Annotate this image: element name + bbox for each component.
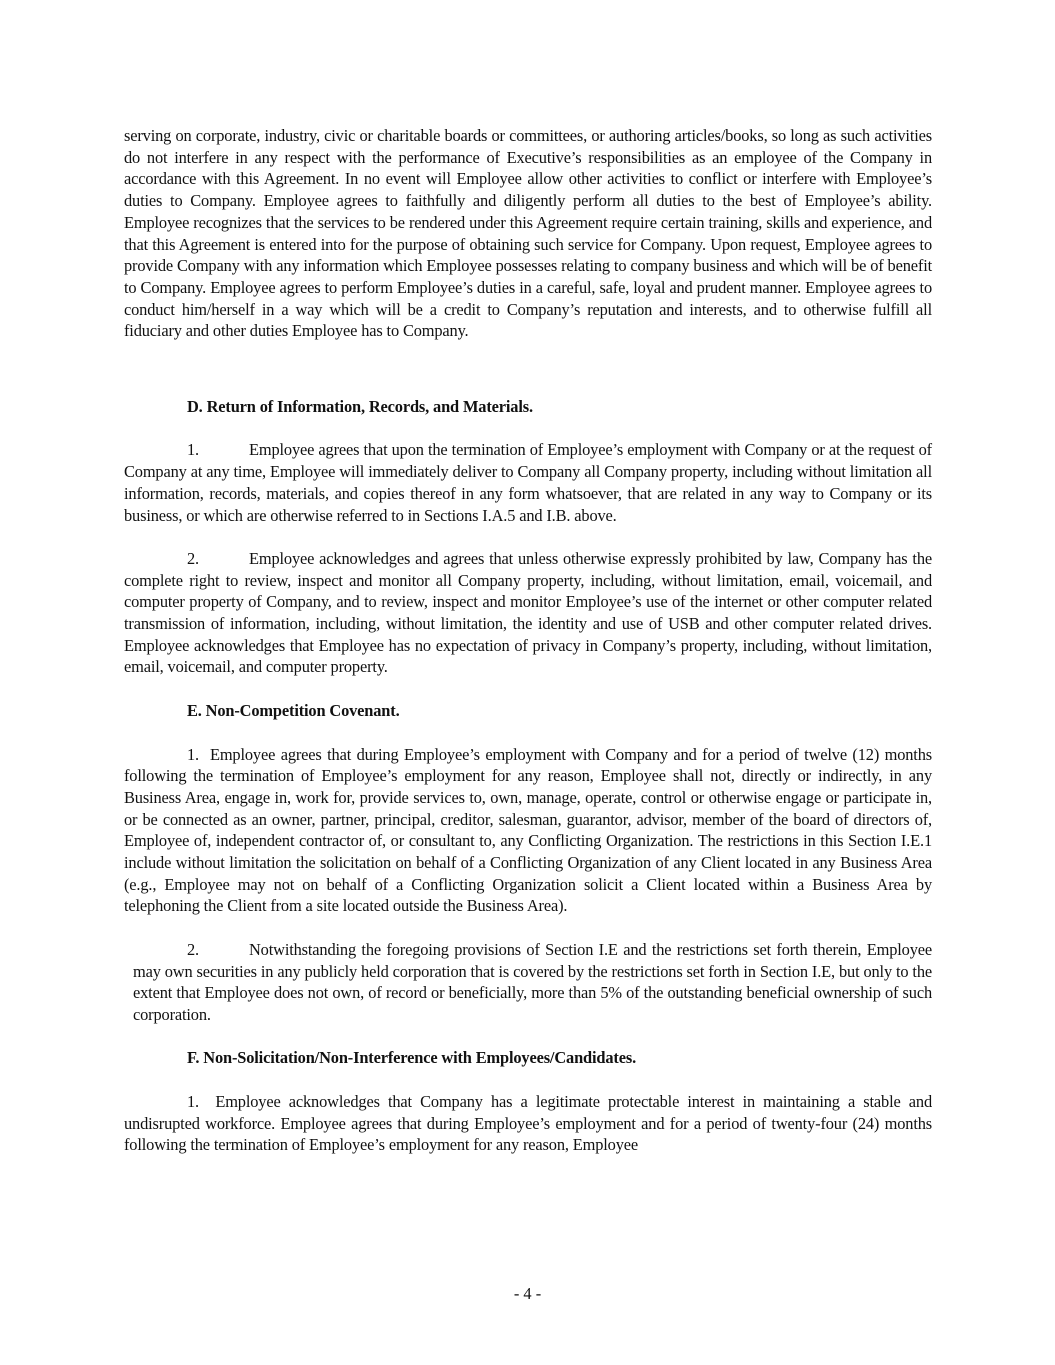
section-e-heading: E. Non-Competition Covenant. xyxy=(187,700,400,720)
section-d xyxy=(124,396,932,678)
paragraph-text: Employee agrees that upon the termination of Employee’s employment with Company or at the request of Company at any time, Employee will immediately deliver to Company all Company property, including without limitation all information, records, materials, and copies thereof in any form whatsoever, that are related in any way to Company or its business, or which are otherwise referred to in Sections I.A.5 and I.B. above. xyxy=(124,440,932,525)
document-page xyxy=(124,125,932,1178)
paragraph-text: Notwithstanding the foregoing provisions of Section I.E and the restrictions set forth therein, Employee may own securities in any publicly held corporation that is covered by the restrictions set forth in Section I.E, but only to the extent that Employee does not own, of record or beneficially, more than 5% of the outstanding beneficial ownership of such corporation. xyxy=(133,939,932,1024)
section-f-paragraph-1 xyxy=(124,1091,932,1156)
paragraph-number: 1. xyxy=(187,1092,199,1112)
spacer xyxy=(124,364,932,396)
paragraph-number: 2. xyxy=(187,548,199,568)
section-e-paragraph-1 xyxy=(124,744,932,918)
section-f-heading: F. Non-Solicitation/Non-Interference with Employees/Candidates. xyxy=(187,1048,637,1068)
section-d-heading: D. Return of Information, Records, and Materials. xyxy=(187,396,533,416)
paragraph-text: Employee acknowledges that Company has a legitimate protectable interest in maintaining a stable and undisrupted workforce. Employee agrees that during Employee’s employment and for a period of twenty-four (24) months following the termination of Employee’s employment for any reason, Employee xyxy=(124,1092,932,1155)
page-number: - 4 - xyxy=(513,1284,542,1303)
section-d-paragraph-1 xyxy=(124,439,932,526)
paragraph-text: Employee agrees that during Employee’s employment with Company and for a period of twelve (12) months following the termination of Employee’s employment for any reason, Employee shall not, directly or indirectly, in any Business Area, engage in, work for, provide services to, own, manage, operate, control or otherwise engage or participate in, or be connected as an owner, partner, principal, creditor, salesman, guarantor, advisor, member of the board of directors of, Employee of, independent contractor of, or consultant to, any Conflicting Organization. The restrictions in this Section I.E.1 include without limitation the solicitation on behalf of a Conflicting Organization of any Client located in any Business Area (e.g., Employee may not on behalf of a Conflicting Organization solicit a Client located within a Business Area by telephoning the Client from a site located outside the Business Area). xyxy=(124,744,932,916)
spacer xyxy=(124,417,932,439)
paragraph-number: 1. xyxy=(187,440,199,460)
paragraph-number: 2. xyxy=(187,939,199,959)
section-f xyxy=(124,1047,932,1156)
paragraph-text: Employee acknowledges and agrees that unless otherwise expressly prohibited by law, Company has the complete right to review, inspect and monitor all Company property, including, without limitation, email, voicemail, and computer property of Company, and to review, inspect and monitor Employee’s use of the internet or other computer related transmission of information, including, without limitation, the identity and use of USB and other computer related drives. Employee acknowledges that Employee has no expectation of privacy in Company’s property, including, without limitation, email, voicemail, and computer property. xyxy=(124,548,932,677)
section-d-paragraph-2 xyxy=(124,548,932,678)
section-e-paragraph-2 xyxy=(124,939,932,1026)
spacer xyxy=(124,1069,932,1091)
intro-paragraph: serving on corporate, industry, civic or charitable boards or committees, or authoring articles/books, so long as such activities do not interfere in any respect with the performance of Executive’s responsibilities as an employee of the Company in accordance with this Agreement. In no event will Employee allow other activities to conflict or interfere with Employee’s duties to Company. Employee agrees to faithfully and diligently perform all duties to the best of Employee’s ability. Employee recognizes that the services to be rendered under this Agreement require certain training, skills and experience, and that this Agreement is entered into for the purpose of obtaining such service for Company. Upon request, Employee agrees to provide Company with any information which Employee possesses relating to company business and which will be of benefit to Company. Employee agrees to perform Employee’s duties in a careful, safe, loyal and prudent manner. Employee agrees to conduct him/herself in a way which will be a credit to Company’s reputation and interests, and to otherwise fulfill all fiduciary and other duties Employee has to Company. xyxy=(124,126,932,341)
spacer xyxy=(124,722,932,744)
paragraph-number: 1. xyxy=(187,744,199,764)
section-e xyxy=(124,700,932,1026)
